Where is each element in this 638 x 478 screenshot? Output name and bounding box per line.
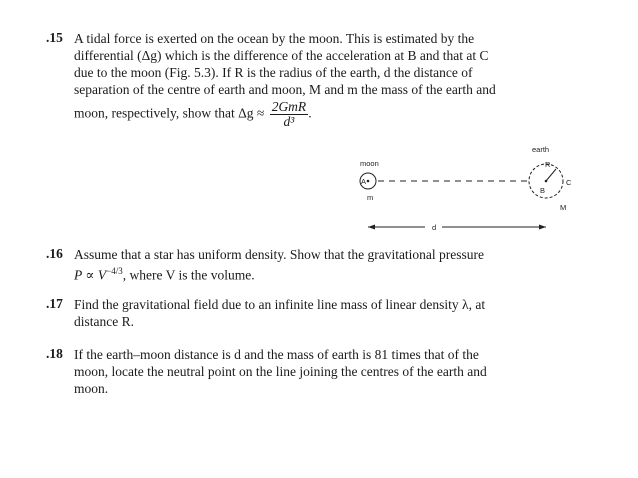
earth-label: earth: [532, 145, 550, 154]
fraction-denominator: d³: [283, 114, 295, 129]
earth-mass-label: M: [560, 203, 567, 212]
problem-number: .16: [46, 246, 63, 261]
text-fragment: .: [308, 105, 312, 121]
arrowhead-right: [539, 225, 546, 230]
moon-center: [367, 180, 370, 183]
text-line: due to the moon (Fig. 5.3). If R is the radius of the earth, d the distance of: [74, 65, 473, 80]
distance-label: d: [432, 223, 437, 232]
arrowhead-left: [368, 225, 375, 230]
fraction: [270, 99, 312, 129]
text-line: distance R.: [74, 314, 134, 329]
problem-number: .18: [46, 346, 63, 361]
moon-label: moon: [360, 159, 379, 168]
problem-number: .15: [46, 30, 63, 45]
problem-text: [74, 346, 606, 397]
point-b-label: B: [540, 186, 546, 195]
text-line: If the earth–moon distance is d and the mass of earth is 81 times that of the: [74, 347, 479, 362]
fraction-numerator: 2GmR: [271, 99, 307, 114]
text-line: Find the gravitational field due to an infinite line mass of linear density λ, at: [74, 297, 486, 312]
problem-18: [46, 346, 606, 397]
earth-radius: [546, 169, 556, 181]
text-line: moon, locate the neutral point on the line joining the centres of the earth and: [74, 364, 487, 379]
text-line-formula: [74, 100, 606, 129]
text-fragment: , where V is the volume.: [122, 267, 255, 283]
point-a-label: A: [361, 177, 367, 186]
problem-text: [74, 246, 606, 284]
text-line: differential (Δg) which is the difference of the acceleration at B and that at C: [74, 48, 489, 63]
text-line: [74, 263, 606, 284]
problem-number: .17: [46, 296, 63, 311]
text-line: separation of the centre of earth and moon, M and m the mass of the earth and: [74, 82, 496, 97]
problem-17: [46, 296, 606, 330]
problem-text: [74, 296, 606, 330]
radius-label: R: [545, 160, 551, 169]
moon-mass-label: m: [367, 193, 374, 202]
point-c-label: C: [566, 178, 572, 187]
exponent: −4/3: [106, 266, 123, 276]
text-line: Assume that a star has uniform density. Show that the gravitational pressure: [74, 247, 485, 262]
text-line: moon.: [74, 381, 109, 396]
problem-text: [74, 30, 606, 129]
tidal-force-figure: [0, 138, 638, 248]
problem-16: [46, 246, 606, 284]
text-fragment: P ∝ V: [74, 267, 107, 283]
text-line: A tidal force is exerted on the ocean by the moon. This is estimated by the: [74, 31, 475, 46]
text-fragment: moon, respectively, show that Δg ≈: [74, 105, 265, 121]
problem-15: [46, 30, 606, 129]
